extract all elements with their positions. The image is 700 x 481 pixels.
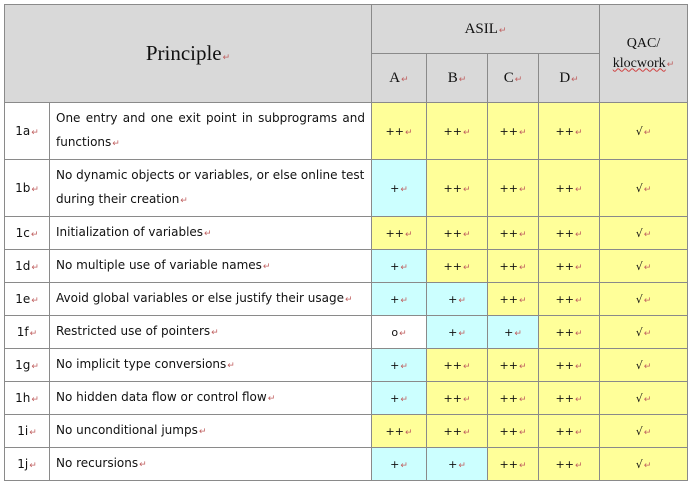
tool-header-line2: klocwork <box>612 55 666 71</box>
row-description: No recursions↵ <box>50 448 372 481</box>
principle-header: Principle↵ <box>5 5 372 103</box>
check-icon: √ <box>635 181 643 195</box>
asil-b-rating: ++↵ <box>427 103 488 160</box>
tool-check: √↵ <box>600 382 688 415</box>
table-row <box>5 250 688 283</box>
row-description: No implicit type conversions↵ <box>50 349 372 382</box>
row-description: One entry and one exit point in subprograms and functions↵ <box>50 103 372 160</box>
asil-d-rating: ++↵ <box>539 160 600 217</box>
row-description: No multiple use of variable names↵ <box>50 250 372 283</box>
tool-header: QAC/ klocwork↵ <box>600 5 688 103</box>
asil-d-rating: ++↵ <box>539 217 600 250</box>
tool-check: √↵ <box>600 415 688 448</box>
table-row <box>5 283 688 316</box>
row-description: No unconditional jumps↵ <box>50 415 372 448</box>
asil-b-rating: ++↵ <box>427 415 488 448</box>
asil-d-rating: ++↵ <box>539 103 600 160</box>
asil-c-rating: ++↵ <box>488 415 539 448</box>
table-row <box>5 316 688 349</box>
asil-d-rating: ++↵ <box>539 316 600 349</box>
row-id: 1g↵ <box>5 349 50 382</box>
check-icon: √ <box>635 424 643 438</box>
asil-a-rating: +↵ <box>372 160 427 217</box>
row-description: No hidden data flow or control flow↵ <box>50 382 372 415</box>
row-id: 1b↵ <box>5 160 50 217</box>
row-description: Initialization of variables↵ <box>50 217 372 250</box>
tool-check: √↵ <box>600 349 688 382</box>
tool-check: √↵ <box>600 448 688 481</box>
table-row <box>5 103 688 160</box>
tool-check: √↵ <box>600 217 688 250</box>
tool-check: √↵ <box>600 250 688 283</box>
check-icon: √ <box>635 292 643 306</box>
asil-b-rating: ++↵ <box>427 382 488 415</box>
asil-b-rating: +↵ <box>427 448 488 481</box>
row-description: No dynamic objects or variables, or else online test during their creation↵ <box>50 160 372 217</box>
asil-c-rating: ++↵ <box>488 103 539 160</box>
check-icon: √ <box>635 124 643 138</box>
row-description: Restricted use of pointers↵ <box>50 316 372 349</box>
row-description: Avoid global variables or else justify their usage↵ <box>50 283 372 316</box>
table-body <box>5 103 688 481</box>
asil-a-rating: ++↵ <box>372 217 427 250</box>
asil-a-rating: +↵ <box>372 448 427 481</box>
asil-c-rating: ++↵ <box>488 283 539 316</box>
asil-c-rating: +↵ <box>488 316 539 349</box>
asil-b-rating: ++↵ <box>427 217 488 250</box>
asil-b-rating: +↵ <box>427 316 488 349</box>
asil-a-rating: ++↵ <box>372 103 427 160</box>
table-row <box>5 160 688 217</box>
check-icon: √ <box>635 358 643 372</box>
asil-c-rating: ++↵ <box>488 250 539 283</box>
asil-d-rating: ++↵ <box>539 283 600 316</box>
asil-c-rating: ++↵ <box>488 448 539 481</box>
asil-principles-table <box>4 4 688 481</box>
row-id: 1j↵ <box>5 448 50 481</box>
asil-c-rating: ++↵ <box>488 349 539 382</box>
asil-b-rating: +↵ <box>427 283 488 316</box>
tool-check: √↵ <box>600 160 688 217</box>
asil-d-rating: ++↵ <box>539 349 600 382</box>
table-row <box>5 415 688 448</box>
header-row-top <box>5 5 688 54</box>
asil-a-rating: +↵ <box>372 349 427 382</box>
asil-b-rating: ++↵ <box>427 160 488 217</box>
table-row <box>5 448 688 481</box>
asil-b-rating: ++↵ <box>427 349 488 382</box>
asil-b-rating: ++↵ <box>427 250 488 283</box>
asil-d-rating: ++↵ <box>539 448 600 481</box>
asil-level-a: A↵ <box>372 54 427 103</box>
asil-d-rating: ++↵ <box>539 250 600 283</box>
row-id: 1f↵ <box>5 316 50 349</box>
tool-check: √↵ <box>600 316 688 349</box>
check-icon: √ <box>635 226 643 240</box>
asil-c-rating: ++↵ <box>488 217 539 250</box>
asil-header: ASIL↵ <box>372 5 600 54</box>
tool-check: √↵ <box>600 283 688 316</box>
asil-a-rating: +↵ <box>372 382 427 415</box>
row-id: 1h↵ <box>5 382 50 415</box>
row-id: 1a↵ <box>5 103 50 160</box>
tool-header-line1: QAC/ <box>626 35 661 51</box>
asil-level-c: C↵ <box>488 54 539 103</box>
asil-a-rating: ++↵ <box>372 415 427 448</box>
row-id: 1c↵ <box>5 217 50 250</box>
asil-a-rating: o↵ <box>372 316 427 349</box>
asil-a-rating: +↵ <box>372 283 427 316</box>
asil-c-rating: ++↵ <box>488 382 539 415</box>
table-row <box>5 382 688 415</box>
check-icon: √ <box>635 259 643 273</box>
row-id: 1i↵ <box>5 415 50 448</box>
table-row <box>5 349 688 382</box>
check-icon: √ <box>635 457 643 471</box>
table-row <box>5 217 688 250</box>
check-icon: √ <box>635 325 643 339</box>
asil-c-rating: ++↵ <box>488 160 539 217</box>
check-icon: √ <box>635 391 643 405</box>
asil-d-rating: ++↵ <box>539 415 600 448</box>
tool-check: √↵ <box>600 103 688 160</box>
asil-a-rating: +↵ <box>372 250 427 283</box>
asil-level-b: B↵ <box>427 54 488 103</box>
row-id: 1e↵ <box>5 283 50 316</box>
asil-d-rating: ++↵ <box>539 382 600 415</box>
asil-level-d: D↵ <box>539 54 600 103</box>
row-id: 1d↵ <box>5 250 50 283</box>
